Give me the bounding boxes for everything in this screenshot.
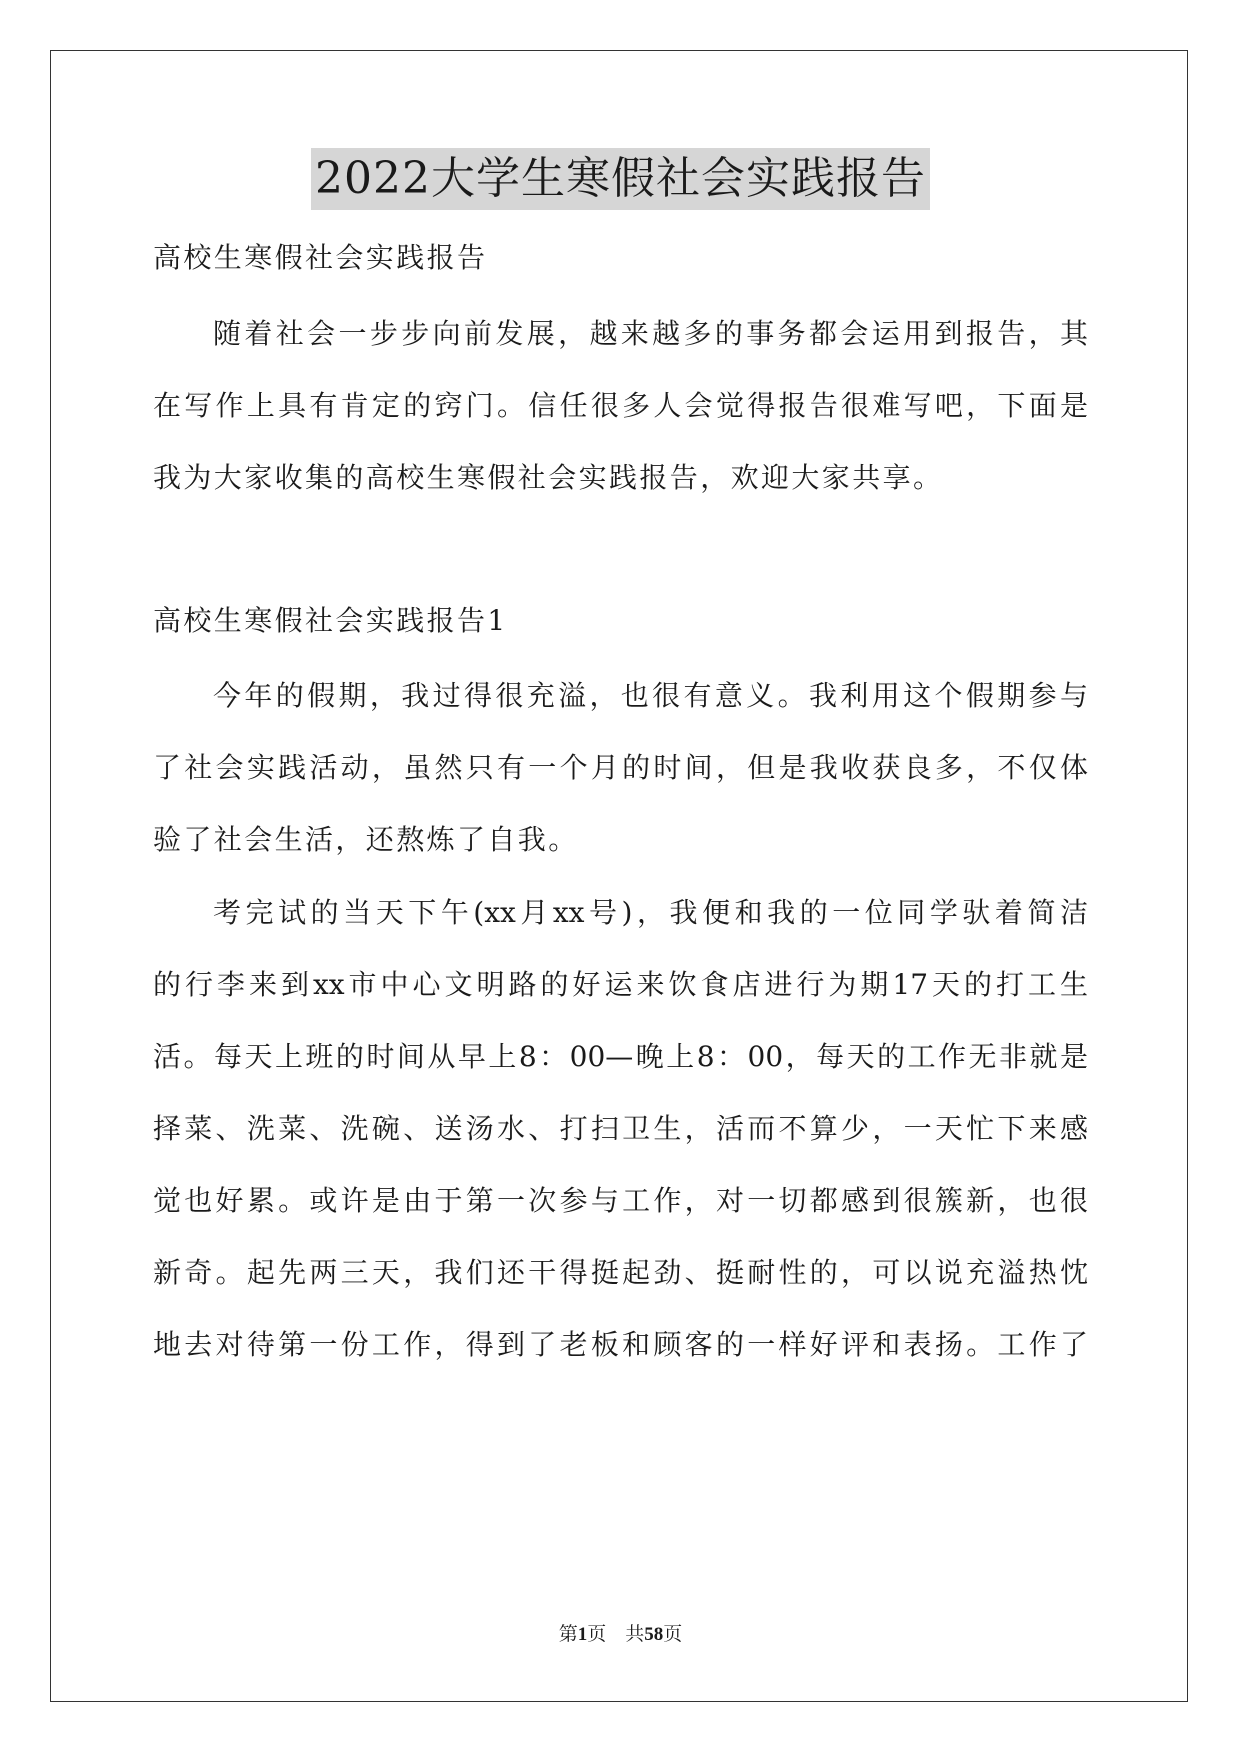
paragraph-line: 的行李来到xx市中心文明路的好运来饮食店进行为期17天的打工生 xyxy=(153,968,1088,1001)
title-container xyxy=(0,148,1241,210)
document-title: 2022大学生寒假社会实践报告 xyxy=(311,148,930,210)
paragraph-line: 随着社会一步步向前发展，越来越多的事务都会运用到报告，其 xyxy=(213,317,1088,350)
page-prefix: 第 xyxy=(558,1624,578,1645)
page-footer xyxy=(0,1622,1241,1648)
paragraph-line: 活。每天上班的时间从早上8：00—晚上8：00，每天的工作无非就是 xyxy=(153,1040,1088,1073)
section-heading: 高校生寒假社会实践报告 xyxy=(153,241,488,274)
total-pages: 58 xyxy=(644,1624,664,1645)
paragraph-line: 考完试的当天下午(xx月xx号)，我便和我的一位同学驮着简洁 xyxy=(213,896,1088,929)
paragraph-line: 地去对待第一份工作，得到了老板和顾客的一样好评和表扬。工作了 xyxy=(153,1328,1088,1361)
paragraph-line: 了社会实践活动，虽然只有一个月的时间，但是我收获良多，不仅体 xyxy=(153,751,1088,784)
paragraph-line: 在写作上具有肯定的窍门。信任很多人会觉得报告很难写吧，下面是 xyxy=(153,389,1088,422)
page-suffix: 页 xyxy=(587,1624,607,1645)
paragraph-line: 我为大家收集的高校生寒假社会实践报告，欢迎大家共享。 xyxy=(153,461,944,494)
page-number: 1 xyxy=(577,1624,588,1645)
paragraph-line: 择菜、洗菜、洗碗、送汤水、打扫卫生，活而不算少，一天忙下来感 xyxy=(153,1112,1088,1145)
paragraph-line: 今年的假期，我过得很充溢，也很有意义。我利用这个假期参与 xyxy=(213,679,1088,712)
total-suffix: 页 xyxy=(663,1624,683,1645)
page-border xyxy=(50,50,1188,1702)
paragraph-line: 新奇。起先两三天，我们还干得挺起劲、挺耐性的，可以说充溢热忱 xyxy=(153,1256,1088,1289)
paragraph-line: 验了社会生活，还熬炼了自我。 xyxy=(153,823,579,856)
paragraph-line: 觉也好累。或许是由于第一次参与工作，对一切都感到很簇新，也很 xyxy=(153,1184,1088,1217)
total-prefix: 共 xyxy=(625,1624,645,1645)
section-heading: 高校生寒假社会实践报告1 xyxy=(153,604,508,637)
